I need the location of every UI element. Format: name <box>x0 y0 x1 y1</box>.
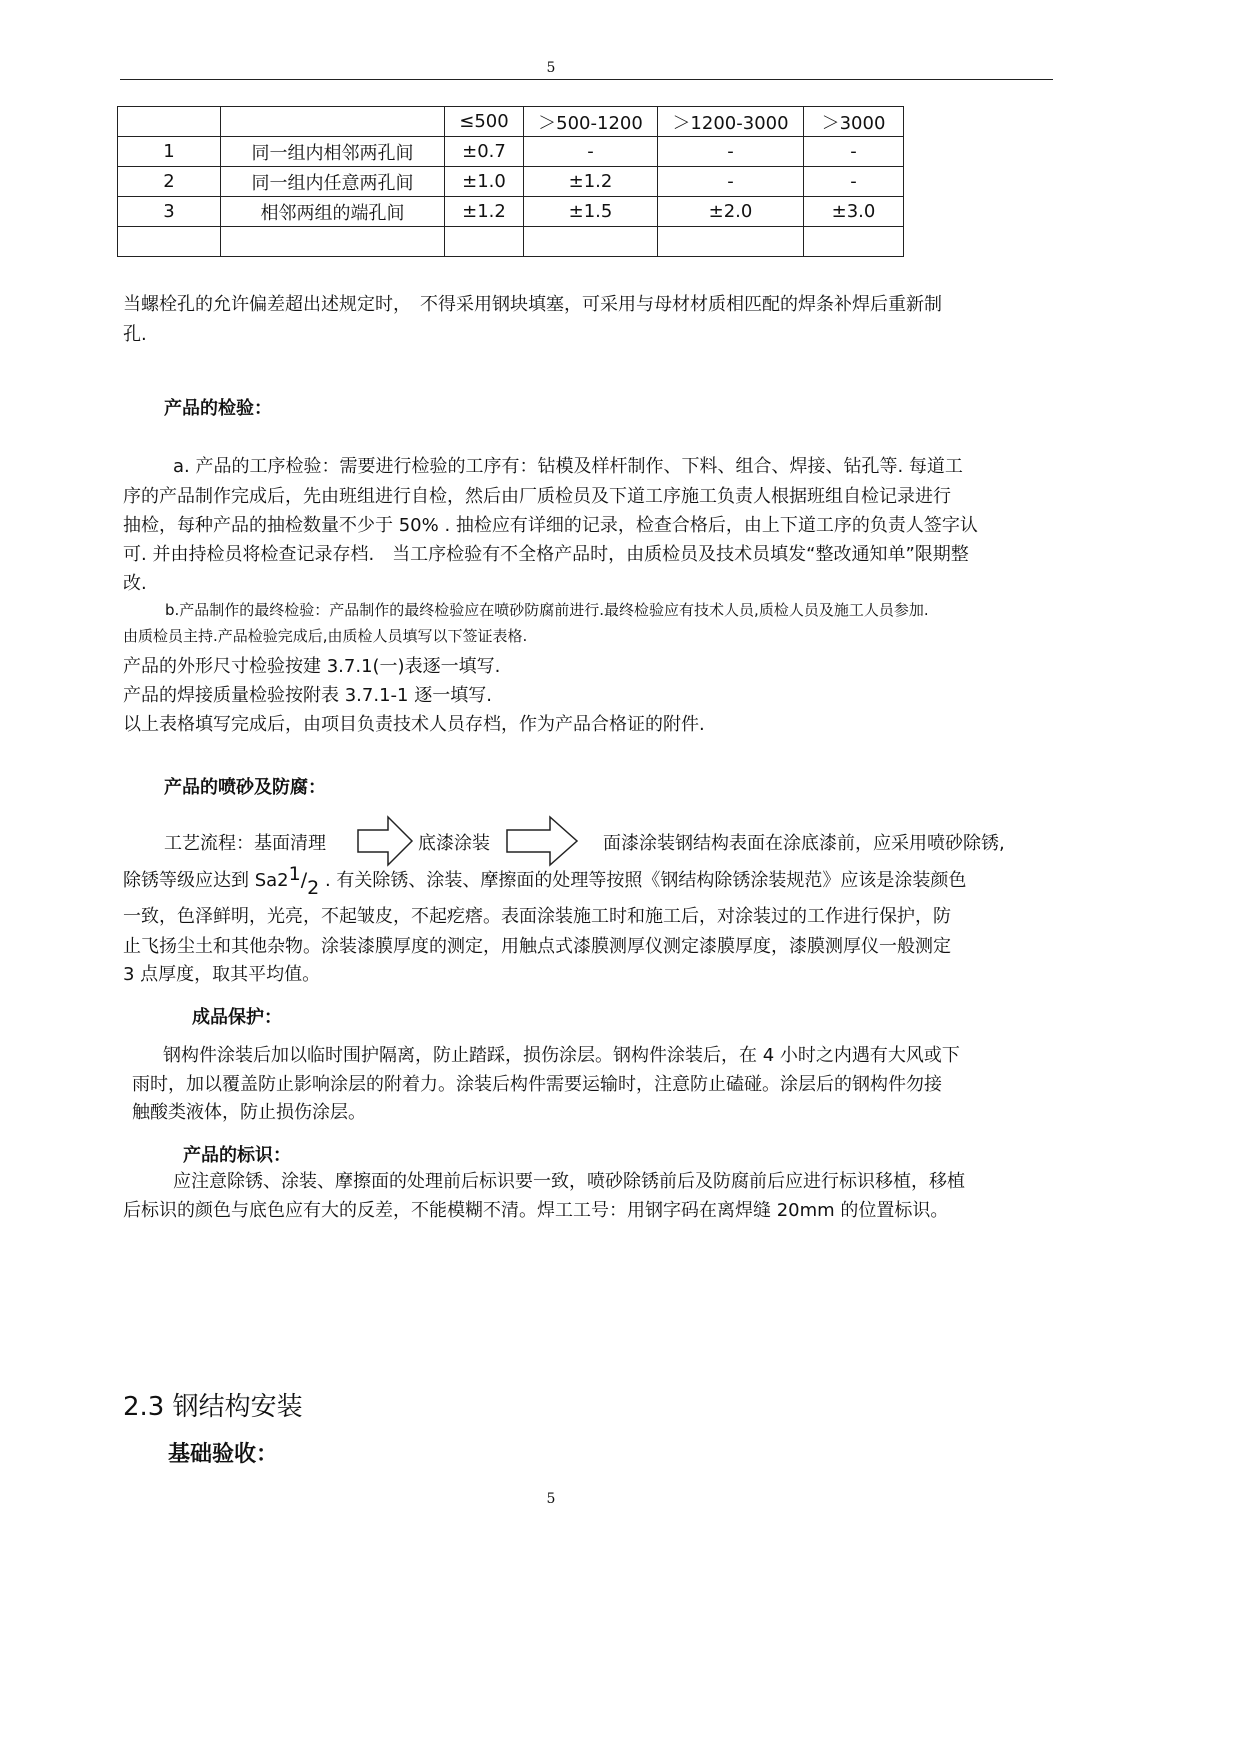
para-sa-line <box>123 863 967 899</box>
fraction-numerator: 1 <box>288 863 301 885</box>
table-cell: ＞500-1200 <box>524 107 658 137</box>
header-rule <box>120 79 1053 80</box>
page-number-top: 5 <box>546 60 556 76</box>
flow-arrow-icon <box>356 815 414 867</box>
para-a-line: 可. 并由持检员将检查记录存档. 当工序检验有不全格产品时，由质检员及技术员填发“整改通知单”限期整 <box>123 544 969 565</box>
bolt-hole-note-line: 孔. <box>123 324 147 345</box>
table-row <box>118 137 904 167</box>
fraction-slash: / <box>300 869 308 891</box>
para-sa-text: 除锈等级应达到 Sa2 <box>123 870 289 891</box>
table-cell: - <box>524 137 658 167</box>
table-cell: ＞3000 <box>804 107 904 137</box>
paint-para-line: 止飞扬尘土和其他杂物。涂装漆膜厚度的测定，用触点式漆膜测厚仪测定漆膜厚度，漆膜测厚仪一般测定 <box>123 936 951 957</box>
table-cell <box>658 227 804 257</box>
heading-product-protection: 成品保护： <box>192 1007 282 1028</box>
mark-para-line: 应注意除锈、涂装、摩擦面的处理前后标识要一致，喷砂除锈前后及防腐前后应进行标识移植，移植 <box>173 1171 965 1192</box>
table-cell: ±0.7 <box>445 137 524 167</box>
table-cell: - <box>658 167 804 197</box>
table-cell: ±1.2 <box>445 197 524 227</box>
inspection-line: 产品的外形尺寸检验按建 3.7.1(一)表逐一填写. <box>123 656 501 677</box>
heading-inspection: 产品的检验： <box>164 398 272 419</box>
tolerance-table <box>117 106 904 257</box>
inspection-line: 以上表格填写完成后，由项目负责技术人员存档，作为产品合格证的附件. <box>123 714 705 735</box>
table-cell: 3 <box>118 197 221 227</box>
table-cell: ±2.0 <box>658 197 804 227</box>
inspection-line: 产品的焊接质量检验按附表 3.7.1-1 逐一填写. <box>123 685 492 706</box>
table-row <box>118 197 904 227</box>
protect-para-line: 触酸类液体，防止损伤涂层。 <box>132 1102 366 1123</box>
para-a-line: 抽检，每种产品的抽检数量不少于 50% . 抽检应有详细的记录，检查合格后，由上下道工序的负责人签字认 <box>123 515 978 536</box>
section-title: 2.3 钢结构安装 <box>123 1392 303 1422</box>
para-b-line: b.产品制作的最终检验：产品制作的最终检验应在喷砂防腐前进行.最终检验应有技术人员,质检人员及施工人员参加. <box>165 601 929 619</box>
table-row <box>118 227 904 257</box>
paint-para-line: 3 点厚度，取其平均值。 <box>123 964 321 985</box>
heading-product-marking: 产品的标识： <box>183 1145 291 1166</box>
table-cell: 2 <box>118 167 221 197</box>
protect-para-line: 钢构件涂装后加以临时围护隔离，防止踏踩，损伤涂层。钢构件涂装后，在 4 小时之内遇有大风或下 <box>163 1045 960 1066</box>
table-cell: - <box>804 167 904 197</box>
table-cell <box>221 227 445 257</box>
table-cell <box>118 227 221 257</box>
table-cell <box>804 227 904 257</box>
heading-sandblast: 产品的喷砂及防腐： <box>164 777 326 798</box>
table-cell: ±1.5 <box>524 197 658 227</box>
table-cell: - <box>658 137 804 167</box>
para-sa-text: . 有关除锈、涂装、摩擦面的处理等按照《钢结构除锈涂装规范》应该是涂装颜色 <box>319 870 967 891</box>
page-number-bottom: 5 <box>546 1491 556 1507</box>
table-cell: - <box>804 137 904 167</box>
table-cell <box>118 107 221 137</box>
flow-label: 工艺流程：基面清理 <box>164 833 326 854</box>
table-cell: ±3.0 <box>804 197 904 227</box>
para-a-line: 序的产品制作完成后，先由班组进行自检，然后由厂质检员及下道工序施工负责人根据班组自检记录进行 <box>123 486 951 507</box>
table-cell: ＞1200-3000 <box>658 107 804 137</box>
protect-para-line: 雨时，加以覆盖防止影响涂层的附着力。涂装后构件需要运输时，注意防止磕碰。涂层后的钢构件勿接 <box>132 1074 942 1095</box>
table-cell: ±1.2 <box>524 167 658 197</box>
para-a-line: 改. <box>123 573 147 594</box>
table-cell: ≤500 <box>445 107 524 137</box>
para-a-line: a. 产品的工序检验：需要进行检验的工序有：钻模及样杆制作、下料、组合、焊接、钻孔等. 每道工 <box>173 456 963 477</box>
fraction-denominator: 2 <box>307 877 320 899</box>
flow-step: 底漆涂装 <box>418 833 490 854</box>
table-cell <box>524 227 658 257</box>
heading-foundation-acceptance: 基础验收： <box>168 1442 279 1467</box>
para-b-line: 由质检员主持.产品检验完成后,由质检人员填写以下签证表格. <box>123 627 528 645</box>
mark-para-line: 后标识的颜色与底色应有大的反差，不能模糊不清。焊工工号：用钢字码在离焊缝 20mm 的位置标识。 <box>123 1200 949 1221</box>
table-cell <box>221 107 445 137</box>
table-cell: ±1.0 <box>445 167 524 197</box>
paint-para-line: 一致，色泽鲜明，光亮，不起皱皮，不起疙瘩。表面涂装施工时和施工后，对涂装过的工作进行保护，防 <box>123 906 951 927</box>
flow-description: 面漆涂装钢结构表面在涂底漆前，应采用喷砂除锈, <box>603 833 1005 854</box>
table-row <box>118 167 904 197</box>
table-cell: 同一组内相邻两孔间 <box>221 137 445 167</box>
table-cell <box>445 227 524 257</box>
table-cell: 同一组内任意两孔间 <box>221 167 445 197</box>
bolt-hole-note-line: 当螺栓孔的允许偏差超出述规定时， 不得采用钢块填塞，可采用与母材材质相匹配的焊条补焊后重新制 <box>123 294 942 315</box>
table-cell: 相邻两组的端孔间 <box>221 197 445 227</box>
flow-arrow-icon <box>505 815 579 867</box>
table-cell: 1 <box>118 137 221 167</box>
table-header-row <box>118 107 904 137</box>
